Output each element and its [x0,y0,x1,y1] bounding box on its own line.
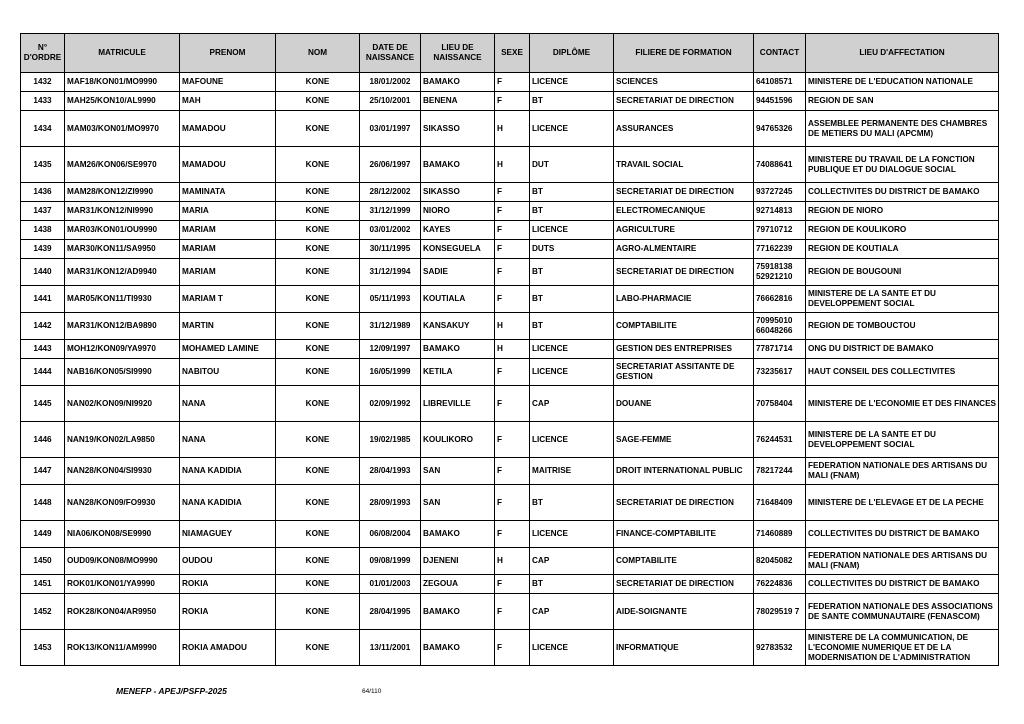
prenom-cell: ROKIA [180,575,276,594]
sex-cell: F [495,286,530,313]
birth-date-cell: 13/11/2001 [360,630,421,666]
contact-cell: 64108571 [754,73,806,92]
sex-cell: F [495,221,530,240]
training-cell: SECRETARIAT ASSITANTE DE GESTION [614,359,754,386]
order-cell: 1449 [21,521,65,548]
birth-date-cell: 01/01/2003 [360,575,421,594]
birth-place-cell: SAN [421,458,495,485]
contact-cell: 94765326 [754,111,806,147]
contact-cell: 78029519 7 [754,594,806,630]
prenom-cell: NANA [180,422,276,458]
header-assignment: LIEU D'AFFECTATION [806,34,999,73]
prenom-cell: MAH [180,92,276,111]
contact-cell: 70758404 [754,386,806,422]
birth-date-cell: 30/11/1995 [360,240,421,259]
prenom-cell: MARIAM [180,240,276,259]
nom-cell: KONE [276,422,360,458]
diploma-cell: BT [530,92,614,111]
sex-cell: H [495,313,530,340]
sex-cell: H [495,147,530,183]
prenom-cell: OUDOU [180,548,276,575]
training-cell: SAGE-FEMME [614,422,754,458]
diploma-cell: LICENCE [530,340,614,359]
table-row [21,221,999,240]
birth-date-cell: 26/06/1997 [360,147,421,183]
order-cell: 1439 [21,240,65,259]
matricule-cell: MAM26/KON06/SE9970 [65,147,180,183]
birth-date-cell: 28/09/1993 [360,485,421,521]
nom-cell: KONE [276,183,360,202]
diploma-cell: LICENCE [530,521,614,548]
table-row [21,630,999,666]
sex-cell: F [495,183,530,202]
prenom-cell: ROKIA AMADOU [180,630,276,666]
contact-cell: 73235617 [754,359,806,386]
training-cell: SECRETARIAT DE DIRECTION [614,259,754,286]
training-cell: SECRETARIAT DE DIRECTION [614,183,754,202]
birth-place-cell: BENENA [421,92,495,111]
table-row [21,240,999,259]
birth-place-cell: SIKASSO [421,183,495,202]
table-row [21,111,999,147]
sex-cell: F [495,594,530,630]
birth-date-cell: 18/01/2002 [360,73,421,92]
nom-cell: KONE [276,359,360,386]
diploma-cell: CAP [530,386,614,422]
order-cell: 1436 [21,183,65,202]
birth-place-cell: BAMAKO [421,73,495,92]
training-cell: DOUANE [614,386,754,422]
assignment-cell: MINISTERE DE L'EDUCATION NATIONALE [806,73,999,92]
contact-cell: 71648409 [754,485,806,521]
birth-date-cell: 31/12/1999 [360,202,421,221]
prenom-cell: NABITOU [180,359,276,386]
nom-cell: KONE [276,575,360,594]
nom-cell: KONE [276,240,360,259]
diploma-cell: BT [530,202,614,221]
diploma-cell: LICENCE [530,221,614,240]
birth-place-cell: KOULIKORO [421,422,495,458]
matricule-cell: MAM28/KON12/ZI9990 [65,183,180,202]
diploma-cell: BT [530,575,614,594]
birth-place-cell: KETILA [421,359,495,386]
diploma-cell: CAP [530,594,614,630]
sex-cell: F [495,575,530,594]
table-row [21,594,999,630]
table-row [21,386,999,422]
table-row [21,485,999,521]
nom-cell: KONE [276,111,360,147]
order-cell: 1438 [21,221,65,240]
matricule-cell: OUD09/KON08/MO9990 [65,548,180,575]
training-cell: SECRETARIAT DE DIRECTION [614,575,754,594]
order-cell: 1435 [21,147,65,183]
nom-cell: KONE [276,548,360,575]
page-number: 64/110 [362,688,382,695]
diploma-cell: MAITRISE [530,458,614,485]
table-header-row [21,34,999,73]
prenom-cell: MAMINATA [180,183,276,202]
assignment-cell: MINISTERE DE LA COMMUNICATION, DE L'ECONOMIE NUMERIQUE ET DE LA MODERNISATION DE L'ADMINISTRATION [806,630,999,666]
matricule-cell: MAR31/KON12/BA9890 [65,313,180,340]
nom-cell: KONE [276,521,360,548]
training-cell: INFORMATIQUE [614,630,754,666]
birth-date-cell: 31/12/1989 [360,313,421,340]
contact-cell: 94451596 [754,92,806,111]
contact-cell: 77871714 [754,340,806,359]
order-cell: 1446 [21,422,65,458]
assignment-cell: REGION DE NIORO [806,202,999,221]
training-cell: DROIT INTERNATIONAL PUBLIC [614,458,754,485]
sex-cell: H [495,340,530,359]
header-diploma: DIPLÔME [530,34,614,73]
matricule-cell: ROK28/KON04/AR9950 [65,594,180,630]
prenom-cell: MARIAM T [180,286,276,313]
prenom-cell: NANA KADIDIA [180,485,276,521]
nom-cell: KONE [276,458,360,485]
assignment-table [20,33,999,666]
birth-place-cell: BAMAKO [421,147,495,183]
prenom-cell: NANA [180,386,276,422]
prenom-cell: MARIAM [180,259,276,286]
assignment-cell: REGION DE KOULIKORO [806,221,999,240]
matricule-cell: MOH12/KON09/YA9970 [65,340,180,359]
sex-cell: F [495,359,530,386]
nom-cell: KONE [276,73,360,92]
sex-cell: F [495,240,530,259]
table-row [21,73,999,92]
table-row [21,359,999,386]
header-nom: NOM [276,34,360,73]
order-cell: 1450 [21,548,65,575]
nom-cell: KONE [276,313,360,340]
sex-cell: F [495,630,530,666]
table-row [21,521,999,548]
nom-cell: KONE [276,594,360,630]
header-prenom: PRENOM [180,34,276,73]
contact-cell: 79710712 [754,221,806,240]
prenom-cell: MARIAM [180,221,276,240]
birth-place-cell: LIBREVILLE [421,386,495,422]
nom-cell: KONE [276,630,360,666]
matricule-cell: MAR31/KON12/AD9940 [65,259,180,286]
birth-place-cell: BAMAKO [421,340,495,359]
contact-cell: 93727245 [754,183,806,202]
header-sex: SEXE [495,34,530,73]
prenom-cell: MAMADOU [180,147,276,183]
header-order: N° D'ORDRE [21,34,65,73]
sex-cell: F [495,202,530,221]
sex-cell: F [495,422,530,458]
footer-reference: MENEFP - APEJ/PSFP-2025 [116,686,227,696]
nom-cell: KONE [276,340,360,359]
table-row [21,422,999,458]
training-cell: COMPTABILITE [614,548,754,575]
order-cell: 1443 [21,340,65,359]
diploma-cell: DUT [530,147,614,183]
order-cell: 1434 [21,111,65,147]
matricule-cell: ROK13/KON11/AM9990 [65,630,180,666]
table-row [21,575,999,594]
nom-cell: KONE [276,147,360,183]
birth-place-cell: SAN [421,485,495,521]
matricule-cell: MAH25/KON10/AL9990 [65,92,180,111]
contact-cell: 78217244 [754,458,806,485]
nom-cell: KONE [276,485,360,521]
diploma-cell: LICENCE [530,422,614,458]
table-row [21,313,999,340]
sex-cell: F [495,73,530,92]
contact-cell: 76662816 [754,286,806,313]
order-cell: 1437 [21,202,65,221]
training-cell: LABO-PHARMACIE [614,286,754,313]
contact-cell: 70995010 66048266 [754,313,806,340]
sex-cell: F [495,521,530,548]
assignment-cell: MINISTERE DE LA SANTE ET DU DEVELOPPEMENT SOCIAL [806,286,999,313]
assignment-cell: REGION DE SAN [806,92,999,111]
matricule-cell: NAN28/KON09/FO9930 [65,485,180,521]
header-training: FILIERE DE FORMATION [614,34,754,73]
birth-place-cell: BAMAKO [421,521,495,548]
diploma-cell: CAP [530,548,614,575]
birth-date-cell: 28/04/1995 [360,594,421,630]
assignment-cell: ASSEMBLEE PERMANENTE DES CHAMBRES DE METIERS DU MALI (APCMM) [806,111,999,147]
birth-place-cell: DJENENI [421,548,495,575]
order-cell: 1442 [21,313,65,340]
birth-place-cell: KANSAKUY [421,313,495,340]
training-cell: ELECTROMECANIQUE [614,202,754,221]
prenom-cell: NANA KADIDIA [180,458,276,485]
order-cell: 1453 [21,630,65,666]
birth-date-cell: 31/12/1994 [360,259,421,286]
header-birth-date: DATE DE NAISSANCE [360,34,421,73]
table-row [21,259,999,286]
sex-cell: F [495,485,530,521]
birth-date-cell: 06/08/2004 [360,521,421,548]
assignment-cell: REGION DE BOUGOUNI [806,259,999,286]
birth-date-cell: 25/10/2001 [360,92,421,111]
table-row [21,458,999,485]
birth-date-cell: 03/01/1997 [360,111,421,147]
matricule-cell: MAR03/KON01/OU9990 [65,221,180,240]
contact-cell: 77162239 [754,240,806,259]
birth-place-cell: KAYES [421,221,495,240]
birth-date-cell: 05/11/1993 [360,286,421,313]
diploma-cell: BT [530,485,614,521]
birth-date-cell: 19/02/1985 [360,422,421,458]
birth-place-cell: KONSEGUELA [421,240,495,259]
diploma-cell: BT [530,313,614,340]
prenom-cell: MAFOUNE [180,73,276,92]
assignment-cell: COLLECTIVITES DU DISTRICT DE BAMAKO [806,575,999,594]
sex-cell: F [495,386,530,422]
birth-date-cell: 03/01/2002 [360,221,421,240]
assignment-cell: MINISTERE DU TRAVAIL DE LA FONCTION PUBLIQUE ET DU DIALOGUE SOCIAL [806,147,999,183]
birth-date-cell: 12/09/1997 [360,340,421,359]
sex-cell: H [495,111,530,147]
diploma-cell: BT [530,286,614,313]
birth-place-cell: BAMAKO [421,594,495,630]
training-cell: AGRICULTURE [614,221,754,240]
birth-place-cell: ZEGOUA [421,575,495,594]
assignment-cell: ONG DU DISTRICT DE BAMAKO [806,340,999,359]
birth-date-cell: 02/09/1992 [360,386,421,422]
training-cell: TRAVAIL SOCIAL [614,147,754,183]
matricule-cell: NAN02/KON09/NI9920 [65,386,180,422]
training-cell: AIDE-SOIGNANTE [614,594,754,630]
diploma-cell: DUTS [530,240,614,259]
birth-place-cell: SIKASSO [421,111,495,147]
matricule-cell: NAN19/KON02/LA9850 [65,422,180,458]
assignment-cell: REGION DE KOUTIALA [806,240,999,259]
assignment-cell: FEDERATION NATIONALE DES ARTISANS DU MALI (FNAM) [806,548,999,575]
training-cell: AGRO-ALMENTAIRE [614,240,754,259]
contact-cell: 74088641 [754,147,806,183]
training-cell: COMPTABILITE [614,313,754,340]
order-cell: 1441 [21,286,65,313]
matricule-cell: MAR31/KON12/NI9990 [65,202,180,221]
order-cell: 1448 [21,485,65,521]
birth-date-cell: 16/05/1999 [360,359,421,386]
matricule-cell: MAR05/KON11/TI9930 [65,286,180,313]
prenom-cell: MARIA [180,202,276,221]
nom-cell: KONE [276,202,360,221]
table-row [21,202,999,221]
matricule-cell: NIA06/KON08/SE9990 [65,521,180,548]
diploma-cell: BT [530,183,614,202]
assignment-cell: MINISTERE DE L'ECONOMIE ET DES FINANCES [806,386,999,422]
contact-cell: 76224836 [754,575,806,594]
training-cell: SECRETARIAT DE DIRECTION [614,92,754,111]
header-matricule: MATRICULE [65,34,180,73]
matricule-cell: ROK01/KON01/YA9990 [65,575,180,594]
contact-cell: 82045082 [754,548,806,575]
training-cell: SCIENCES [614,73,754,92]
nom-cell: KONE [276,286,360,313]
diploma-cell: LICENCE [530,630,614,666]
sex-cell: F [495,92,530,111]
order-cell: 1432 [21,73,65,92]
diploma-cell: BT [530,259,614,286]
nom-cell: KONE [276,386,360,422]
header-birth-place: LIEU DE NAISSANCE [421,34,495,73]
contact-cell: 76244531 [754,422,806,458]
training-cell: GESTION DES ENTREPRISES [614,340,754,359]
prenom-cell: ROKIA [180,594,276,630]
assignment-cell: FEDERATION NATIONALE DES ASSOCIATIONS DE SANTE COMMUNAUTAIRE (FENASCOM) [806,594,999,630]
order-cell: 1444 [21,359,65,386]
assignment-cell: HAUT CONSEIL DES COLLECTIVITES [806,359,999,386]
assignment-cell: REGION DE TOMBOUCTOU [806,313,999,340]
nom-cell: KONE [276,221,360,240]
header-contact: CONTACT [754,34,806,73]
assignment-cell: COLLECTIVITES DU DISTRICT DE BAMAKO [806,183,999,202]
sex-cell: F [495,458,530,485]
matricule-cell: MAF18/KON01/MO9990 [65,73,180,92]
table-row [21,92,999,111]
diploma-cell: LICENCE [530,73,614,92]
table-row [21,147,999,183]
contact-cell: 92783532 [754,630,806,666]
table-row [21,183,999,202]
contact-cell: 71460889 [754,521,806,548]
diploma-cell: LICENCE [530,359,614,386]
birth-place-cell: SADIE [421,259,495,286]
birth-date-cell: 09/08/1999 [360,548,421,575]
matricule-cell: MAM03/KON01/MO9970 [65,111,180,147]
training-cell: SECRETARIAT DE DIRECTION [614,485,754,521]
sex-cell: F [495,259,530,286]
table-row [21,548,999,575]
matricule-cell: MAR30/KON11/SA9950 [65,240,180,259]
prenom-cell: MAMADOU [180,111,276,147]
matricule-cell: NAB16/KON05/SI9990 [65,359,180,386]
assignment-cell: MINISTERE DE LA SANTE ET DU DEVELOPPEMENT SOCIAL [806,422,999,458]
birth-date-cell: 28/04/1993 [360,458,421,485]
diploma-cell: LICENCE [530,111,614,147]
birth-date-cell: 28/12/2002 [360,183,421,202]
birth-place-cell: NIORO [421,202,495,221]
order-cell: 1451 [21,575,65,594]
table-row [21,340,999,359]
assignment-cell: MINISTERE DE L'ELEVAGE ET DE LA PECHE [806,485,999,521]
assignment-cell: FEDERATION NATIONALE DES ARTISANS DU MALI (FNAM) [806,458,999,485]
assignment-cell: COLLECTIVITES DU DISTRICT DE BAMAKO [806,521,999,548]
prenom-cell: MOHAMED LAMINE [180,340,276,359]
prenom-cell: MARTIN [180,313,276,340]
order-cell: 1445 [21,386,65,422]
sex-cell: H [495,548,530,575]
nom-cell: KONE [276,259,360,286]
order-cell: 1440 [21,259,65,286]
matricule-cell: NAN28/KON04/SI9930 [65,458,180,485]
contact-cell: 92714813 [754,202,806,221]
nom-cell: KONE [276,92,360,111]
order-cell: 1447 [21,458,65,485]
birth-place-cell: KOUTIALA [421,286,495,313]
prenom-cell: NIAMAGUEY [180,521,276,548]
order-cell: 1433 [21,92,65,111]
birth-place-cell: BAMAKO [421,630,495,666]
order-cell: 1452 [21,594,65,630]
table-row [21,286,999,313]
training-cell: ASSURANCES [614,111,754,147]
contact-cell: 75918138 52921210 [754,259,806,286]
training-cell: FINANCE-COMPTABILITE [614,521,754,548]
